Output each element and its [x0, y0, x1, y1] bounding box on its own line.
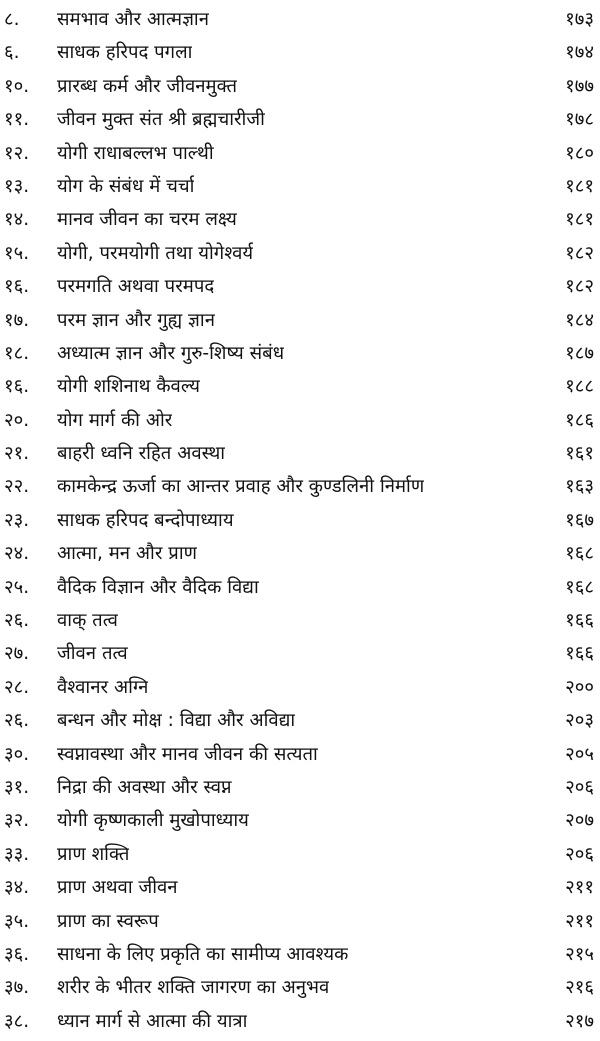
chapter-number: १४. — [4, 209, 30, 231]
page-number: २०७ — [565, 810, 594, 832]
toc-entry[interactable] — [0, 437, 600, 470]
toc-entry[interactable] — [0, 771, 600, 804]
page-number: १६६ — [565, 643, 594, 665]
chapter-number: २६. — [4, 610, 30, 632]
chapter-number: १०. — [4, 75, 30, 97]
chapter-title: स्वप्नावस्था और मानव जीवन की सत्यता — [57, 743, 318, 765]
page-number: १८४ — [565, 309, 594, 331]
page-number: १७८ — [565, 109, 594, 131]
toc-entry[interactable] — [0, 470, 600, 503]
chapter-title: योगी कृष्णकाली मुखोपाध्याय — [57, 810, 249, 832]
page-number: १६८ — [565, 543, 594, 565]
chapter-number: २३. — [4, 509, 30, 531]
toc-entry[interactable] — [0, 971, 600, 1004]
chapter-number: ३५. — [4, 910, 30, 932]
toc-entry[interactable] — [0, 237, 600, 270]
chapter-number: ८. — [4, 9, 20, 30]
toc-entry[interactable] — [0, 1005, 600, 1038]
chapter-title: निद्रा की अवस्था और स्वप्न — [57, 776, 232, 798]
toc-entry[interactable] — [0, 637, 600, 670]
toc-entry[interactable] — [0, 270, 600, 303]
chapter-title: कामकेन्द्र ऊर्जा का आन्तर प्रवाह और कुण्डलिनी निर्माण — [57, 476, 425, 498]
toc-entry[interactable] — [0, 838, 600, 871]
chapter-number: ६. — [4, 42, 20, 64]
chapter-number: १३. — [4, 175, 30, 197]
page-number: १८२ — [565, 276, 594, 298]
chapter-number: ३०. — [4, 743, 30, 765]
toc-entry[interactable] — [0, 70, 600, 103]
chapter-number: ३१. — [4, 776, 30, 798]
chapter-number: १५. — [4, 242, 30, 264]
chapter-title: प्राण का स्वरूप — [57, 910, 159, 932]
toc-entry[interactable] — [0, 905, 600, 938]
toc-entry[interactable] — [0, 804, 600, 837]
toc-entry[interactable] — [0, 170, 600, 203]
page-number: १६८ — [565, 576, 594, 598]
chapter-title: अध्यात्म ज्ञान और गुरु-शिष्य संबंध — [57, 342, 285, 364]
page-number: २१६ — [565, 977, 594, 999]
chapter-title: प्राण शक्ति — [57, 843, 130, 865]
page-number: १८२ — [565, 242, 594, 264]
page-number: १८८ — [565, 376, 594, 398]
toc-entry[interactable] — [0, 871, 600, 904]
page-number: २११ — [565, 877, 594, 899]
chapter-title: वाक् तत्व — [57, 610, 118, 632]
chapter-number: १६. — [4, 276, 30, 298]
chapter-number: ३३. — [4, 843, 30, 865]
chapter-number: २६. — [4, 710, 30, 732]
toc-entry[interactable] — [0, 137, 600, 170]
page-number: १६६ — [565, 610, 594, 632]
chapter-number: १२. — [4, 142, 30, 164]
chapter-title: साधक हरिपद पगला — [57, 42, 193, 64]
page-number: २१७ — [565, 1010, 594, 1032]
page-number: १६१ — [565, 443, 594, 465]
chapter-title: योगी शशिनाथ कैवल्य — [57, 376, 201, 398]
chapter-title: जीवन तत्व — [57, 643, 128, 665]
chapter-number: ३६. — [4, 943, 30, 965]
chapter-title: योगी, परमयोगी तथा योगेश्वर्य — [57, 242, 254, 264]
page-number: १८६ — [565, 409, 594, 431]
toc-entry[interactable] — [0, 3, 600, 36]
chapter-title: साधक हरिपद बन्दोपाध्याय — [57, 509, 234, 531]
chapter-number: २८. — [4, 676, 30, 698]
chapter-title: योग मार्ग की ओर — [57, 409, 173, 431]
toc-entry[interactable] — [0, 704, 600, 737]
page-number: २१५ — [565, 943, 594, 965]
chapter-title: योगी राधाबल्लभ पाल्थी — [57, 142, 214, 164]
chapter-title: बाहरी ध्वनि रहित अवस्था — [57, 443, 226, 465]
chapter-number: १८. — [4, 342, 30, 364]
chapter-title: जीवन मुक्त संत श्री ब्रह्मचारीजी — [57, 109, 265, 131]
chapter-title: मानव जीवन का चरम लक्ष्य — [57, 209, 237, 231]
chapter-title: साधना के लिए प्रकृति का सामीप्य आवश्यक — [57, 943, 349, 965]
chapter-number: ३२. — [4, 810, 30, 832]
toc-entry[interactable] — [0, 404, 600, 437]
page-number: १६३ — [565, 476, 594, 498]
chapter-number: २५. — [4, 576, 30, 598]
page-number: २०५ — [565, 743, 594, 765]
toc-entry[interactable] — [0, 604, 600, 637]
toc-entry[interactable] — [0, 304, 600, 337]
page-number: २०० — [565, 676, 594, 698]
page-number: २०३ — [565, 710, 594, 732]
chapter-title: प्रारब्ध कर्म और जीवनमुक्त — [57, 75, 238, 97]
toc-entry[interactable] — [0, 370, 600, 403]
page-number: १७७ — [565, 75, 594, 97]
chapter-title: ध्यान मार्ग से आत्मा की यात्रा — [57, 1010, 248, 1032]
chapter-title: समभाव और आत्मज्ञान — [57, 9, 209, 30]
toc-entry[interactable] — [0, 103, 600, 136]
page-number: १८७ — [565, 342, 594, 364]
toc-entry[interactable] — [0, 36, 600, 69]
toc-entry[interactable] — [0, 337, 600, 370]
page-number: २११ — [565, 910, 594, 932]
page-number: १७३ — [565, 9, 594, 30]
toc-entry[interactable] — [0, 938, 600, 971]
chapter-title: आत्मा, मन और प्राण — [57, 543, 197, 565]
chapter-number: २१. — [4, 443, 30, 465]
chapter-number: १६. — [4, 376, 30, 398]
toc-entry[interactable] — [0, 537, 600, 570]
toc-entry[interactable] — [0, 203, 600, 236]
toc-entry[interactable] — [0, 504, 600, 537]
chapter-title: बन्धन और मोक्ष : विद्या और अविद्या — [57, 710, 296, 732]
chapter-number: २०. — [4, 409, 30, 431]
chapter-number: २२. — [4, 476, 30, 498]
table-of-contents — [0, 3, 600, 1038]
chapter-number: ३८. — [4, 1010, 30, 1032]
chapter-title: वैश्वानर अग्नि — [57, 676, 149, 698]
chapter-number: २७. — [4, 643, 30, 665]
toc-entry[interactable] — [0, 738, 600, 771]
page-number: १८१ — [565, 175, 594, 197]
chapter-number: ११. — [4, 109, 30, 131]
chapter-title: परमगति अथवा परमपद — [57, 276, 215, 298]
page-number: १७४ — [565, 42, 594, 64]
page-number: १८० — [565, 142, 594, 164]
chapter-number: ३७. — [4, 977, 30, 999]
toc-entry[interactable] — [0, 571, 600, 604]
page-number: २०६ — [565, 776, 594, 798]
page-number: २०६ — [565, 843, 594, 865]
chapter-title: शरीर के भीतर शक्ति जागरण का अनुभव — [57, 977, 330, 999]
chapter-number: १७. — [4, 309, 30, 331]
chapter-title: परम ज्ञान और गुह्य ज्ञान — [57, 309, 215, 331]
chapter-title: प्राण अथवा जीवन — [57, 877, 178, 899]
page-number: १६७ — [565, 509, 594, 531]
chapter-number: २४. — [4, 543, 30, 565]
page-number: १८१ — [565, 209, 594, 231]
chapter-title: वैदिक विज्ञान और वैदिक विद्या — [57, 576, 259, 598]
chapter-number: ३४. — [4, 877, 30, 899]
toc-entry[interactable] — [0, 671, 600, 704]
chapter-title: योग के संबंध में चर्चा — [57, 175, 195, 197]
